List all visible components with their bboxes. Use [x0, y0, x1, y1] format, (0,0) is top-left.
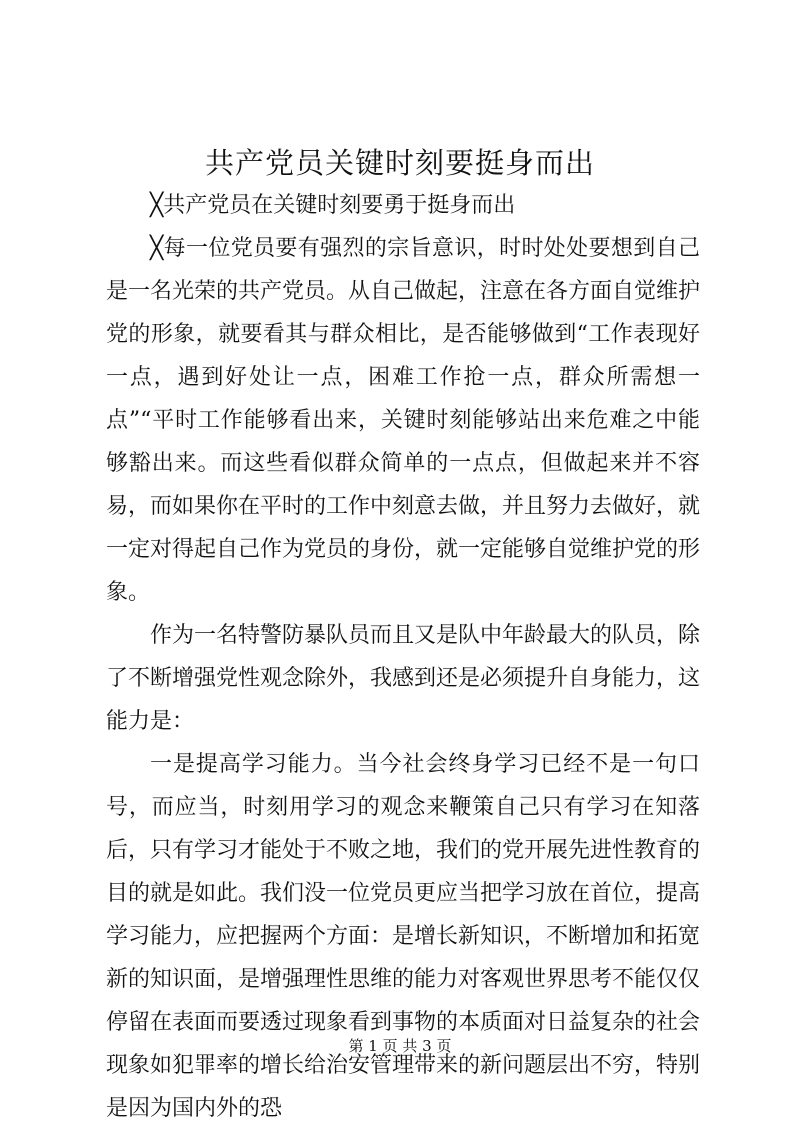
paragraph-4: 一是提高学习能力。当今社会终身学习已经不是一句口号，而应当，时刻用学习的观念来鞭策自己只有学习在知落后，只有学习才能处于不败之地，我们的党开展先进性教育的目的就是如此。我们没一位党员更应当把学习放在首位，提高学习能力，应把握两个方面：是增长新知识，不断增加和拓宽新的知识面，是增强理性思维的能力对客观世界思考不能仅仅停留在表面而要透过现象看到事物的本质面对日益复杂的社会现象如犯罪率的增长给治安管理带来的新问题层出不穷，特别是因为国内外的恐 [106, 752, 701, 1121]
document-body [106, 184, 700, 1130]
paragraph-1: ╳共产党员在关键时刻要勇于挺身而出 [150, 193, 516, 218]
paragraph-3: 作为一名特警防暴队员而且又是队中年龄最大的队员，除了不断增强党性观念除外，我感到还是必须提升自身能力，这能力是： [106, 623, 701, 734]
paragraph-2: ╳每一位党员要有强烈的宗旨意识，时时处处要想到自己是一名光荣的共产党员。从自己做起，注意在各方面自觉维护党的形象，就要看其与群众相比，是否能够做到“工作表现好一点，遇到好处让一点，困难工作抢一点，群众所需想一点”“平时工作能够看出来，关键时刻能够站出来危难之中能够豁出来。而这些看似群众简单的一点点，但做起来并不容易，而如果你在平时的工作中刻意去做，并且努力去做好，就一定对得起自己作为党员的身份，就一定能够自觉维护党的形象。 [106, 236, 701, 605]
page-footer: 第 1 页 共 3 页 [348, 1037, 452, 1055]
document-title: 共产党员关键时刻要挺身而出 [204, 146, 595, 180]
